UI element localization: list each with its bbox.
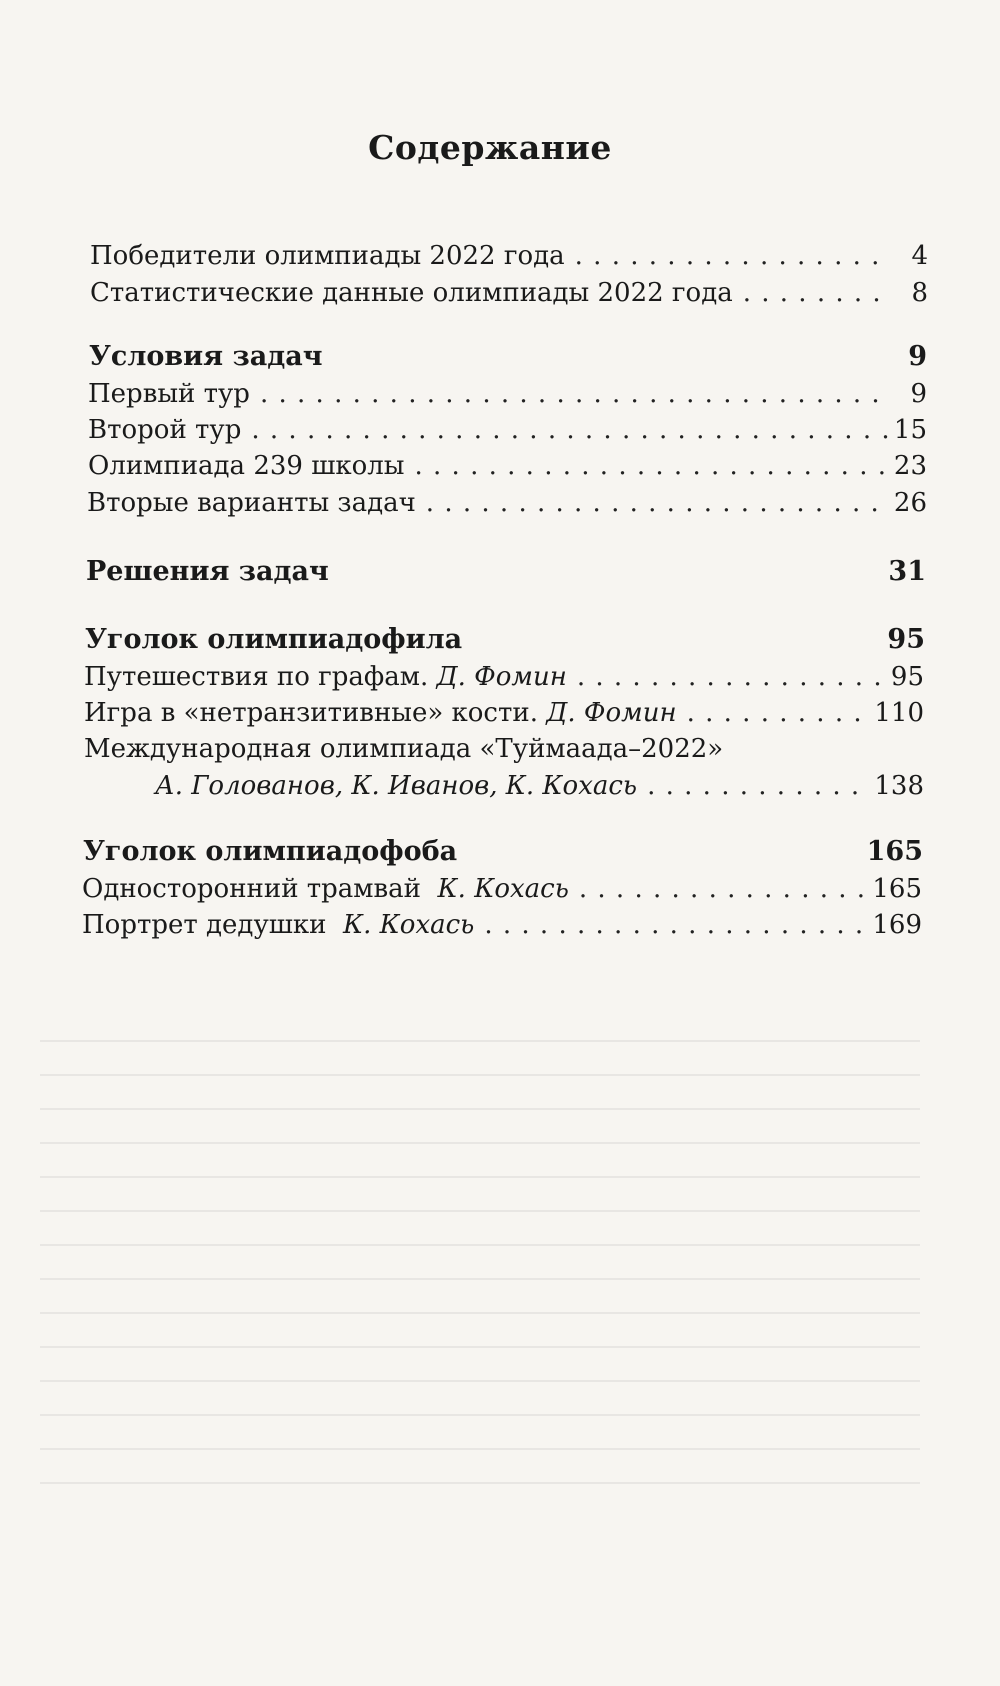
toc-section-label: Уголок олимпиадофоба [83,836,458,867]
toc-entry [82,873,922,905]
toc-section [89,341,927,373]
page-title: Содержание [368,128,612,167]
toc-page-number: 9 [910,379,927,409]
toc-section [86,556,926,588]
toc-entry [84,733,924,765]
show-through-texture [40,1040,920,1510]
toc-page-number: 23 [893,451,927,481]
toc-entry-label: Игра в «нетранзитивные» кости. Д. Фомин [84,698,677,728]
toc-entry-label: Портрет дедушки К. Кохась [82,910,475,940]
toc-entry-author: Д. Фомин [436,662,567,692]
toc-page-number: 165 [866,836,923,867]
toc-page-number: 169 [872,910,922,940]
toc-leader-dots [251,414,888,446]
toc-section-label: Уголок олимпиадофила [85,624,463,655]
toc-leader-dots [575,240,892,272]
toc-page-number: 110 [874,698,924,728]
toc-entry-label [155,770,637,802]
toc-entry-label: Олимпиада 239 школы [88,451,405,481]
toc-entry-label: Второй тур [88,415,242,445]
toc-page-number: 15 [893,415,927,445]
toc-entry [88,378,927,410]
toc-leader-dots [484,909,866,941]
toc-page-number: 138 [874,771,924,801]
toc-entry [84,661,924,693]
toc-section [85,624,925,656]
toc-page-number: 4 [911,241,928,271]
toc-leader-dots [579,873,867,905]
toc-entry-author: Д. Фомин [546,698,677,728]
toc-leader-dots [415,450,888,482]
toc-page-number: 9 [908,341,927,372]
toc-leader-dots [426,487,888,519]
toc-page-number: 8 [911,278,928,308]
toc-page-number: 95 [890,662,924,692]
toc-entry-author: А. Голованов, К. Иванов, К. Кохась [155,771,638,801]
toc-entry-label: Международная олимпиада «Туймаада–2022» [84,734,724,764]
toc-leader-dots [687,697,869,729]
toc-page-number: 26 [893,488,927,518]
toc-entry [90,277,928,309]
toc-entry-label: Первый тур [88,379,250,409]
toc-leader-dots [743,277,892,309]
toc-entry-label: Односторонний трамвай К. Кохась [82,874,569,904]
toc-section [83,836,923,868]
toc-entry-author: К. Кохась [343,910,475,940]
toc-leader-dots [647,770,868,802]
toc-entry [155,770,924,802]
toc-entry [82,909,922,941]
toc-entry [87,487,927,519]
toc-entry-label: Путешествия по графам. Д. Фомин [84,662,567,692]
toc-section-label: Условия задач [89,341,323,372]
toc-page-number: 165 [872,874,922,904]
toc-page-number: 31 [888,556,926,587]
toc-entry-label: Статистические данные олимпиады 2022 года [90,278,733,308]
toc-entry-label: Победители олимпиады 2022 года [90,241,565,271]
toc-entry-author: К. Кохась [437,874,569,904]
toc-leader-dots [260,378,891,410]
toc-entry [84,697,924,729]
toc-entry [88,450,927,482]
toc-section-label: Решения задач [86,556,329,587]
toc-entry-label: Вторые варианты задач [87,488,416,518]
toc-entry [90,240,928,272]
toc-leader-dots [577,661,885,693]
toc-entry [88,414,927,446]
toc-page-number: 95 [887,624,925,655]
